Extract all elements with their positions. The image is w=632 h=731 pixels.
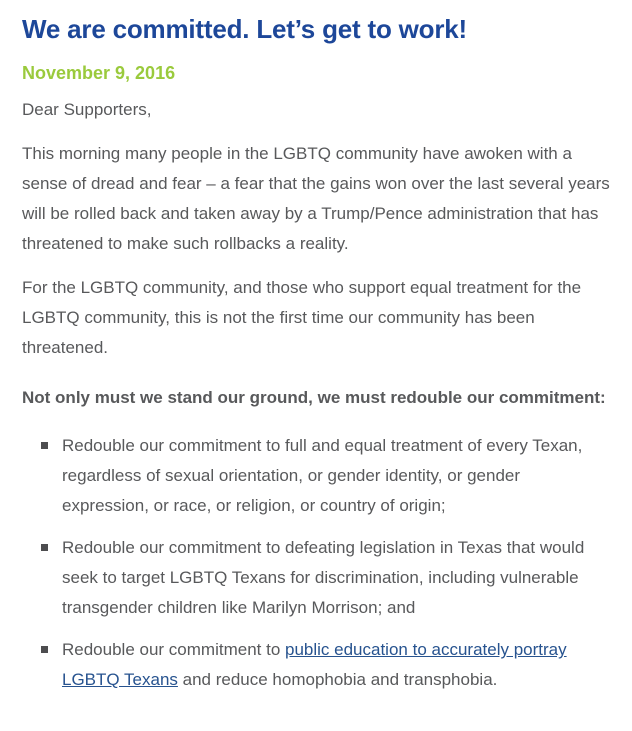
list-item-text: Redouble our commitment to full and equal treatment of every Texan, regardless of sexual orientation, or gender identity, or gender expression, or race, or religion, or country of origin; [62, 436, 583, 516]
paragraph-1: This morning many people in the LGBTQ community have awoken with a sense of dread and fear – a fear that the gains won over the last several years will be rolled back and taken away by a Trump/Pence administration that has threatened to make such rollbacks a reality. [22, 144, 610, 254]
square-bullet-icon [41, 646, 48, 653]
post-date: November 9, 2016 [22, 63, 176, 84]
list-item [22, 431, 610, 521]
list-item-text-suffix: and reduce homophobia and transphobia. [177, 670, 498, 690]
paragraph-2: For the LGBTQ community, and those who support equal treatment for the LGBTQ community, this is not the first time our community has been threatened. [22, 278, 582, 358]
list-item-text: Redouble our commitment to defeating legislation in Texas that would seek to target LGBTQ Texans for discrimination, including vulnerable transgender children like Marilyn Morrison; and [62, 538, 585, 618]
page-title: We are committed. Let’s get to work! [22, 14, 467, 44]
list-item [22, 533, 610, 623]
salutation: Dear Supporters, [22, 100, 152, 120]
public-education-link[interactable]: public education to accurately portray LGBTQ Texans [62, 640, 567, 690]
square-bullet-icon [41, 544, 48, 551]
square-bullet-icon [41, 442, 48, 449]
lead-in-statement: Not only must we stand our ground, we must redouble our commitment: [22, 388, 606, 408]
commitment-list [22, 431, 610, 695]
list-item-text-prefix: Redouble our commitment to [62, 640, 285, 660]
list-item [22, 635, 610, 695]
